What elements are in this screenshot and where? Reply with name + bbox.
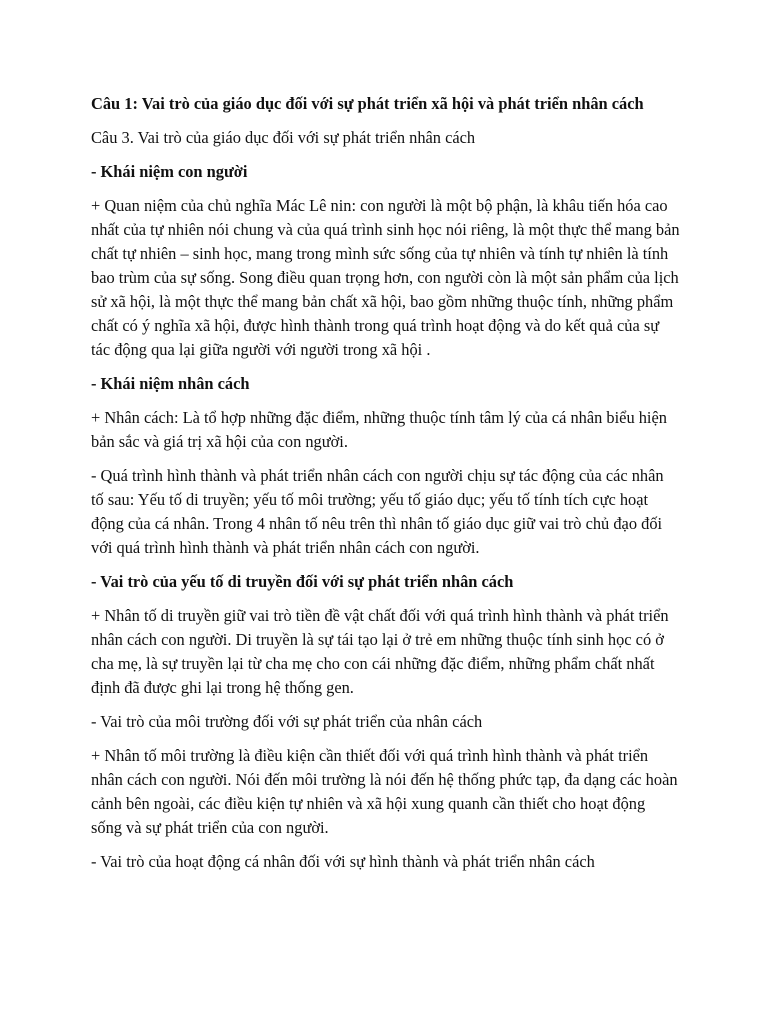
paragraph-environment: + Nhân tố môi trường là điều kiện cần thiết đối với quá trình hình thành và phát triển nhân cách con người. Nói đến môi trường là nói đến hệ thống phức tạp, đa dạng các hoàn cảnh bên ngoài, các điều kiện tự nhiên và xã hội xung quanh cần thiết cho hoạt động sống và sự phát triển của con người. <box>91 746 678 837</box>
paragraph-marxist-view: + Quan niệm của chủ nghĩa Mác Lê nin: con người là một bộ phận, là khâu tiến hóa cao nhất của tự nhiên nói chung và của quá trình sinh học nói riêng, là một thực thể mang bản chất tự nhiên – sinh học, mang trong mình sức sống của tự nhiên và tính tự nhiên là tính bao trùm của sự sống. Song điều quan trọng hơn, con người còn là một sản phẩm của lịch sử xã hội, là một thực thể mang bản chất xã hội, bao gồm những thuộc tính, những phẩm chất có ý nghĩa xã hội, được hình thành trong quá trình hoạt động và do kết quả của sự tác động qua lại giữa người với người trong xã hội . <box>91 196 680 359</box>
section-heading-human-concept: - Khái niệm con người <box>91 162 248 181</box>
subheading-question-3: Câu 3. Vai trò của giáo dục đối với sự phát triển nhân cách <box>91 128 476 147</box>
section-heading-personality-concept: - Khái niệm nhân cách <box>91 374 250 393</box>
section-heading-heredity-role: - Vai trò của yếu tố di truyền đối với sự phát triển nhân cách <box>91 572 514 591</box>
paragraph-personality-definition: + Nhân cách: Là tổ hợp những đặc điểm, những thuộc tính tâm lý của cá nhân biểu hiện bản sắc và giá trị xã hội của con người. <box>91 408 667 451</box>
paragraph-heredity: + Nhân tố di truyền giữ vai trò tiền đề vật chất đối với quá trình hình thành và phát triển nhân cách con người. Di truyền là sự tái tạo lại ở trẻ em những thuộc tính sinh học có ở cha mẹ, là sự truyền lại từ cha mẹ cho con cái những đặc điểm, những phẩm chất nhất định đã được ghi lại trong hệ thống gen. <box>91 606 669 697</box>
paragraph-formation-factors: - Quá trình hình thành và phát triển nhân cách con người chịu sự tác động của các nhân tố sau: Yếu tố di truyền; yếu tố môi trường; yếu tố giáo dục; yếu tố tính tích cực hoạt động của cá nhân. Trong 4 nhân tố nêu trên thì nhân tố giáo dục giữ vai trò chủ đạo đối với quá trình hình thành và phát triển nhân cách con người. <box>91 466 664 557</box>
section-heading-environment-role: - Vai trò của môi trường đối với sự phát triển của nhân cách <box>91 712 483 731</box>
heading-question-1: Câu 1: Vai trò của giáo dục đối với sự phát triển xã hội và phát triển nhân cách <box>91 94 644 113</box>
section-heading-individual-activity-role: - Vai trò của hoạt động cá nhân đối với sự hình thành và phát triển nhân cách <box>91 852 595 871</box>
